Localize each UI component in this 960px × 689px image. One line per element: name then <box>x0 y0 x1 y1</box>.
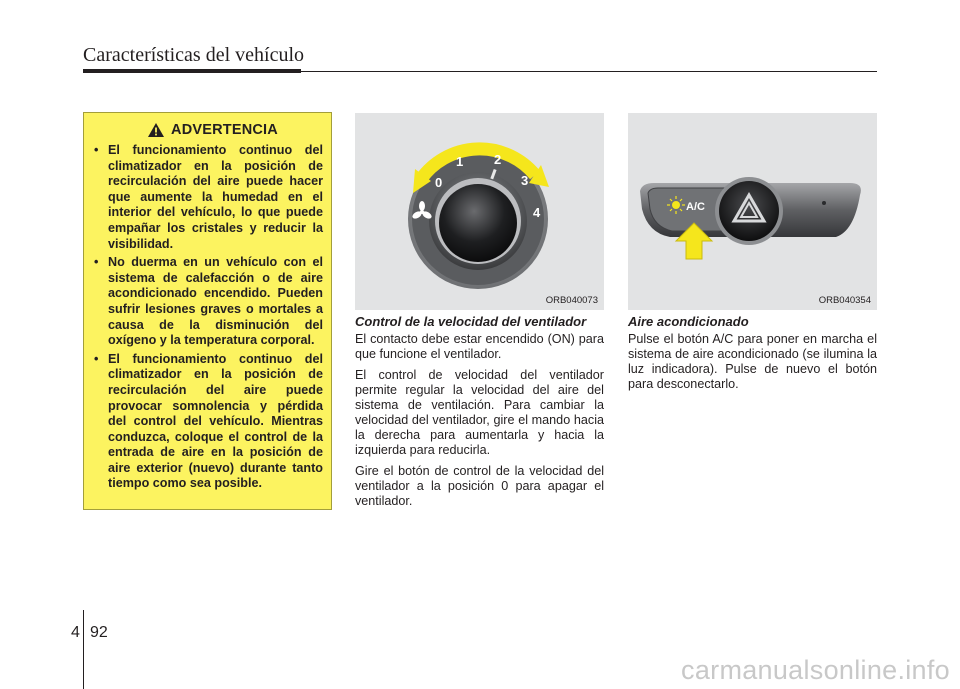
fan-speed-dial-illustration <box>355 113 604 310</box>
dial-label-0: 0 <box>435 175 443 190</box>
fan-speed-section <box>355 314 604 515</box>
warning-box <box>83 112 332 510</box>
dial-label-3: 3 <box>521 173 529 188</box>
section-title: Aire acondicionado <box>628 314 749 329</box>
section-title: Control de la velocidad del ventilador <box>355 314 587 329</box>
footer-rule <box>83 610 84 689</box>
warning-item: • No duerma en un vehículo con el sistema de calefacción o de aire acondicionado encendido. Pueden sufrir lesiones graves o mortales a causa de la disminución del oxígeno y la temperatura corporal. <box>92 255 323 349</box>
paragraph: El control de velocidad del ventilador permite regular la velocidad del aire del sistema de ventilación. Para cambiar la velocidad del ventilador, gire el mando hacia la derecha para aumentarla y hacia la izquierda para reducirla. <box>355 368 604 457</box>
dial-label-1: 1 <box>456 154 464 169</box>
figure-code: ORB040073 <box>545 295 598 306</box>
watermark: carmanualsonline.info <box>681 655 950 685</box>
ac-button-figure <box>628 113 877 310</box>
warning-item: • El funcionamiento continuo del climatizador en la posición de recirculación del aire puede hacer que aumente la humedad en el interior del vehículo, lo que puede empañar los cristales y reducir la visibilidad. <box>92 143 323 252</box>
warning-triangle-icon <box>147 122 165 138</box>
dial-label-4: 4 <box>533 205 541 220</box>
air-conditioning-section <box>628 314 877 398</box>
fan-speed-dial-figure <box>355 113 604 310</box>
dial-label-2: 2 <box>494 152 502 167</box>
page-header-title: Características del vehículo <box>83 44 305 66</box>
header-rule-thick <box>83 69 301 73</box>
ac-button-illustration <box>628 113 877 310</box>
chapter-number: 4 <box>71 624 80 641</box>
warning-item: • El funcionamiento continuo del climatizador en la posición de recirculación del aire puede provocar somnolencia y pérdida del control del vehículo. Mientras conduzca, coloque el control de la entrada de aire en la posición de aire exterior (nuevo) durante tanto tiempo como sea posible. <box>92 352 323 492</box>
header-rule-thin <box>301 71 877 72</box>
page-number: 92 <box>90 624 108 641</box>
paragraph: Pulse el botón A/C para poner en marcha el sistema de aire acondicionado (se ilumina la luz indicadora). Pulse de nuevo el botón para desconectarlo. <box>628 332 877 391</box>
paragraph: Gire el botón de control de la velocidad del ventilador a la posición 0 para apagar el ventilador. <box>355 464 604 508</box>
paragraph: El contacto debe estar encendido (ON) para que funcione el ventilador. <box>355 332 604 361</box>
warning-title: ADVERTENCIA <box>171 122 278 138</box>
warning-header <box>102 122 323 138</box>
ac-label: A/C <box>686 201 705 213</box>
figure-code: ORB040354 <box>818 295 871 306</box>
warning-list <box>92 143 323 492</box>
